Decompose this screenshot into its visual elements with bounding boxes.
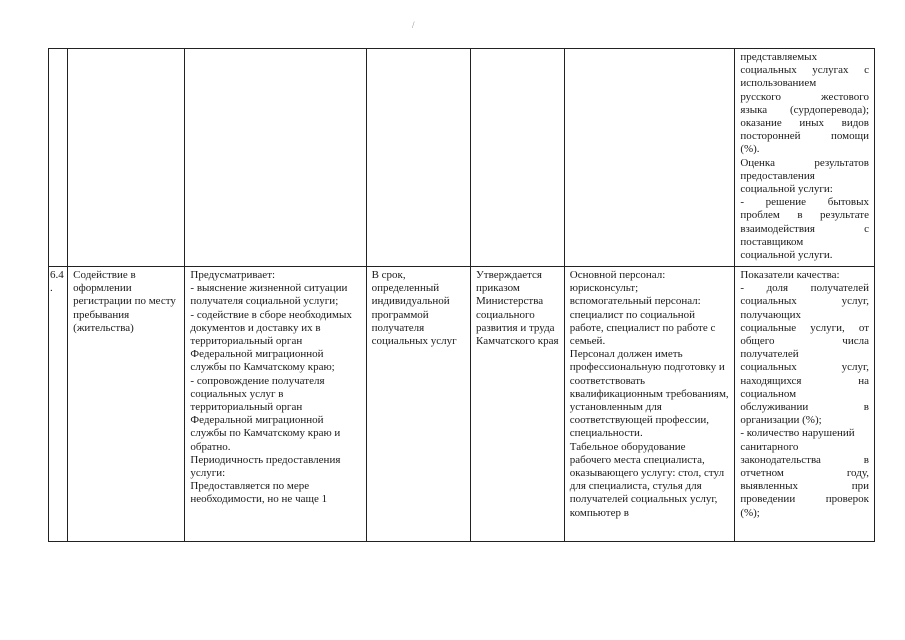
row-number: 6.4 . [50, 269, 64, 295]
quality-line: представляемых [740, 51, 818, 63]
quality-line: русского жестового [740, 90, 869, 103]
conditions-line-1: вспомогательный персонал: специалист по социальной работе, специалист по работе с семьей. [569, 295, 716, 348]
cell-service-empty [68, 49, 185, 267]
cell-description-empty [185, 49, 366, 267]
conditions-line-0: Основной персонал: юрисконсульт; [569, 269, 666, 295]
description-line-4: Периодичность предоставления услуги: [190, 453, 341, 480]
quality-line: проведении проверок [740, 493, 869, 506]
cell-conditions [564, 267, 735, 542]
quality-line: взаимодействия с [740, 222, 869, 235]
quality-line: социальных услуг, [740, 295, 869, 308]
quality-line: (%). [740, 143, 760, 156]
description-line-0: Предусматривает: [190, 269, 276, 281]
cell-quality [735, 267, 875, 542]
page-mark: / [412, 20, 415, 30]
quality-line: социальных услугах с [740, 64, 869, 77]
quality-line: использованием [740, 77, 817, 90]
cell-description [185, 267, 366, 542]
table-row-6-4 [49, 267, 875, 542]
quality-line: языка (сурдоперевода); [740, 103, 869, 116]
quality-line: социальных услуг, [740, 361, 869, 374]
quality-line: обслуживании в [740, 401, 869, 414]
quality-indicators-text [740, 269, 869, 520]
quality-line: Показатели качества: [740, 269, 840, 281]
quality-line: социальной услуги. [740, 249, 833, 262]
service-name: Содействие в оформлении регистрации по месту пребывания (жительства) [73, 269, 176, 334]
cell-term-empty [366, 49, 470, 267]
quality-line: (%); [740, 506, 760, 519]
cell-tariff-empty [471, 49, 565, 267]
cell-term [366, 267, 470, 542]
quality-line: поставщиком [740, 235, 804, 248]
quality-line: санитарного [740, 440, 799, 453]
quality-line: получателей [740, 348, 799, 361]
quality-line: - решение бытовых [740, 196, 869, 209]
cell-number [49, 267, 68, 542]
quality-line: общего числа [740, 335, 869, 348]
description-line-5: Предоставляется по мере необходимости, но не чаще 1 [190, 480, 328, 506]
quality-line: - доля получателей [740, 282, 869, 295]
quality-line: получающих [740, 308, 802, 321]
quality-line: выявленных при [740, 480, 869, 493]
quality-line: социальной услуги: [740, 183, 833, 196]
cell-tariff [471, 267, 565, 542]
quality-line: проблем в результате [740, 209, 869, 222]
quality-line: Оценка результатов [740, 156, 869, 169]
cell-conditions-empty [564, 49, 735, 267]
description-line-2: - содействие в сборе необходимых документов и доставку их в территориальный орган Федеральной миграционной службы по Камчатскому краю; [190, 308, 352, 374]
quality-continuation-text [740, 51, 869, 262]
description-line-1: - выяснение жизненной ситуации получателя социальной услуги; [190, 282, 348, 308]
quality-line: организации (%); [740, 414, 822, 427]
conditions-line-2: Персонал должен иметь профессиональную подготовку и соответствовать квалификационным требованиям, установленным для соответствующей профессии, специальности. [569, 348, 729, 440]
cell-number-empty [49, 49, 68, 267]
quality-line: предоставления [740, 169, 815, 182]
term-text: В срок, определенный индивидуальной программой получателя социальных услуг [371, 269, 457, 348]
quality-line: - количество нарушений [740, 427, 855, 440]
description-line-3: - сопровождение получателя социальных услуг в территориальный орган Федеральной миграционной службы по Камчатскому краю и обратно. [190, 374, 341, 453]
cell-service-name [68, 267, 185, 542]
conditions-line-3: Табельное оборудование рабочего места специалиста, оказывающего услугу: стол, стул для специалиста, стулья для получателей социальных услуг, компьютер в [569, 440, 725, 519]
quality-line: находящихся на [740, 374, 869, 387]
quality-line: социальные услуги, от [740, 321, 869, 334]
quality-line: посторонней помощи [740, 130, 869, 143]
quality-line: законодательства в [740, 453, 869, 466]
quality-line: социальном [740, 387, 797, 400]
table-row-continuation [49, 49, 875, 267]
quality-line: оказание иных видов [740, 117, 869, 130]
services-table [48, 48, 875, 542]
cell-quality-continuation [735, 49, 875, 267]
quality-line: отчетном году, [740, 467, 869, 480]
tariff-text: Утверждается приказом Министерства социального развития и труда Камчатского края [476, 269, 559, 348]
